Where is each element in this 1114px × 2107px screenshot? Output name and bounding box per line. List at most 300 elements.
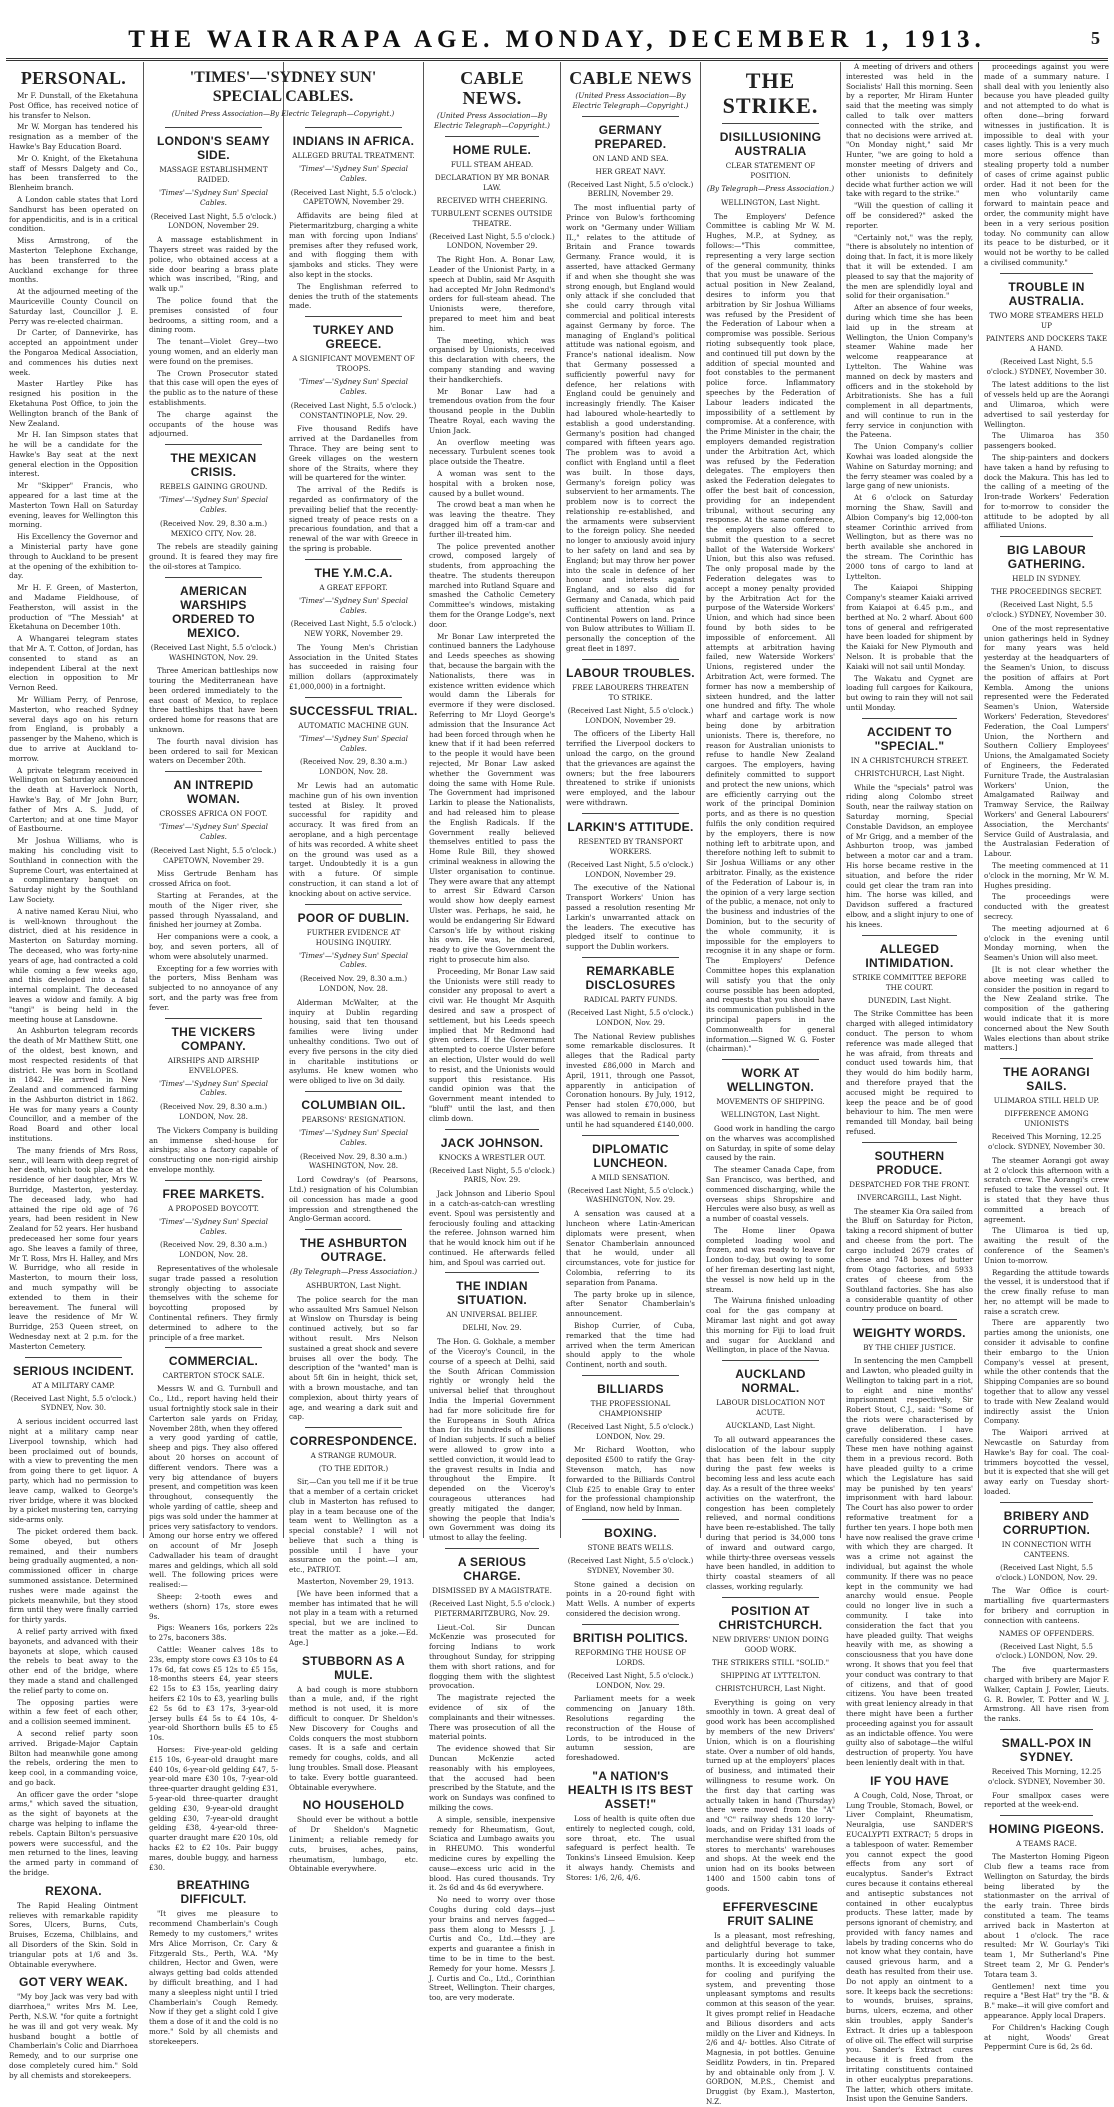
article-credit: 'Times'—'Sydney Sun' Special Cables.: [299, 733, 408, 753]
article-dateline: (Received Nov. 29, 8.30 a.m.) LONDON, Nov. 28.: [299, 757, 408, 777]
advert-text: For Children's Hacking Cough at night, Woods' Great Peppermint Cure is 6d, 2s 6d.: [984, 2022, 1109, 2052]
article-headline: SMALL-POX IN SYDNEY.: [1001, 1735, 1092, 1764]
section-heading: PERSONAL.: [20, 68, 127, 88]
article-subheading: (TO THE EDITOR.): [318, 1464, 389, 1474]
article-paragraph: An officer gave the order "slope arms," which saved the situation, as the sight of bayonets at the charge was helping to inflame the rebels. Captain Bilton's persuasive powers were successful, and the men returned to the lines, leaving the armed party in command of the bridge.: [9, 1789, 138, 1878]
article-dateline: (Received Nov. 29, 8.30 a.m.) LONDON, Nov. 28.: [159, 1102, 268, 1121]
article-dateline: (Received Last Night, 5.5 o'clock.) CONSTANTINOPLE, Nov. 29.: [290, 400, 417, 420]
article-headline: COLUMBIAN OIL.: [301, 1097, 406, 1112]
article-subheading: TURBULENT SCENES OUTSIDE THEATRE.: [431, 208, 553, 228]
article-paragraph: Messrs W. and G. Turnbull and Co., Ltd., report having held their usual fortnightly stock sale in their Carterton sale yards on Friday, November 28th, when they offered a very good yarding of cattle, sheep and pigs. They also offered about 20 horses on account of different vendors. There was a very big attendance of buyers present, and competition was keen throughout, consequently the whole yarding of cattle, sheep and pigs was sold under the hammer at prices very satisfactory to vendors. Among our horse entry we offered on account of Mr Joseph Cadwallader his team of draught mares and geldings, which all sold well. The following prices were realised:—: [149, 1384, 278, 1590]
article-headline: WORK AT WELLINGTON.: [726, 1066, 815, 1095]
article-paragraph: The Ulimaroa is tied up, awaiting the result of the conference of the Seamen's Union to-morrow.: [984, 1226, 1109, 1265]
article-subheading: RESENTED BY TRANSPORT WORKERS.: [578, 836, 683, 856]
article-credit: 'Times'—'Sydney Sun' Special Cables.: [299, 595, 408, 615]
article-headline: COMMERCIAL.: [168, 1354, 259, 1369]
article-subheading: IN A CHRISTCHURCH STREET.: [850, 755, 969, 765]
article-subheading: IN CONNECTION WITH CANTEENS.: [1001, 1539, 1092, 1559]
article-dateline: (Received Last Night, 5.5 o'clock.) SYDNEY, November 30.: [986, 356, 1107, 376]
article-dateline: (Received Last Night, 5.5 o'clock.) LONDON, Nov. 29.: [995, 1641, 1098, 1661]
article-paragraph: A massage establishment in Thayers street was raided by the police, who obtained access at a side door bearing a brass plate which was inscribed, "Ring, and walk up.": [149, 235, 278, 294]
advert-text: Is a pleasant, most refreshing, and delightful beverage to take, particularly during hot summer months. It is exceedingly valuable for cooling and purifying the system, and preventing those unpleasant symptoms and results common at this season of the year. It gives prompt relief in Headache and Bilious disorders and acts mildly on the Liver and Kidneys. In 2/6 and 4/- bottles. Also Citrate of Magnesia, in pot bottles. Genuine Seidlitz Powders, in tin. Prepared by and obtainable only from J. V. GORDON, M.P.S., Chemist and Druggist (by Exam.), Masterton, N.Z.: [706, 1930, 835, 2107]
article-subheading: MASSAGE ESTABLISHMENT RAIDED.: [159, 165, 268, 184]
article-headline: THE VICKERS COMPANY.: [171, 1024, 256, 1053]
article-dateline: CHRISTCHURCH, Last Night.: [854, 768, 965, 778]
article-dateline: WELLINGTON, Last Night.: [720, 1110, 821, 1120]
column-personal: [4, 62, 143, 2080]
article-subheading: REBELS GAINING GROUND.: [159, 482, 268, 492]
article-paragraph: The executive of the National Transport Workers' Union has passed a resolution resenting Mr Larkin's unwarranted attack on the leaders. The executive has pledged itself to continue to support the Dublin workers.: [566, 883, 695, 952]
article-paragraph: The picket ordered them back. Some obeyed, but others remained, and their numbers being gradually augmented, a non-commissioned officer in charge summoned assistance. Determined rushes were made against the pickets meanwhile, but they stood firm until they were finally carried for thirty yards.: [9, 1526, 138, 1625]
article-subheading: FREE LABOURERS THREATEN TO STRIKE.: [572, 682, 689, 702]
article-paragraph: Mr H. F. Green, of Masterton, and Madame Fieldhouse, of Featherston, will assist in the production of "The Messiah" at Eketahuna on December 10th.: [9, 583, 138, 632]
article-subheading: CROSSES AFRICA ON FOOT.: [159, 809, 268, 819]
article-subheading: STRIKE COMMITTEE BEFORE THE COURT.: [852, 972, 967, 992]
article-paragraph: Good work in handling the cargo on the wharves was accomplished on Saturday, in spite of some delay caused by the rain.: [706, 1123, 835, 1163]
article-dateline: (Received Last Night, 5.5 o'clock.) LONDON, November 29.: [567, 859, 694, 879]
advert-title: STUBBORN AS A MULE.: [301, 1653, 405, 1682]
article-headline: AN INTREPID WOMAN.: [173, 778, 254, 807]
article-dateline: (Received Last Night, 5.5 o'clock.) NEW YORK, November 29.: [290, 619, 417, 639]
article-headline: BOXING.: [604, 1526, 657, 1541]
article-paragraph: The Masterton Homing Pigeon Club flew a teams race from Wellington on Saturday, the birds being liberated by the stationmaster on the arrival of the early train. Three birds constituted a team. The teams arrived back in Masterton at about 1 o'clock. The race resulted: Mr W. Gourlay's Tiki team 1, Mr Sutherland's Pine Street team 2, Mr G. Pender's Totara team 3.: [984, 1852, 1109, 1979]
article-paragraph: Mr "Skipper" Francis, who appeared for a last time at the Masterton Town Hall on Saturday evening, leaves for Wellington this morning.: [9, 481, 138, 530]
article-headline: SERIOUS INCIDENT.: [12, 1363, 135, 1378]
article-headline: BIG LABOUR GATHERING.: [1007, 543, 1086, 572]
column-cable-news-2: [561, 62, 700, 1882]
article-headline: HOME RULE.: [452, 142, 532, 157]
article-paragraph: The most influential party of Prince von Bulow's forthcoming work on "Germany under William II.," relates to the attitude of Britain and France towards Germany. France would, it is asserted, have attacked Germany if and when she thought she was strong enough, but England would only attack if she concluded that she could carry through vital commercial and political interests against Germany by force. The managing of England's political attitude was national egoism, and France's national idealism. Now that Germany possessed a sufficiently powerful navy for defence, her relations with England could be genuinely and increasingly friendly. The Kaiser had laboured whole-heartedly to establish a good understanding. Germany's position had changed compared with fifteen years ago. The problem was to avoid a conflict with England until a fleet was built. In those days, Germany's foreign policy was subservient to her armaments. The problem now is to correct the relationship re-established, and the armaments were subservient to the foreign policy. She needed no longer to anxiously avoid injury to her safety on land and sea by England; but may throw her power into the scale in defence of her honour and interests against England, and so also did for Germany and Canada, which paid sufficient attention as a Continental Powers on land. Prince von Bulow attributes to William II. personally the conception of the great fleet in 1897.: [566, 203, 695, 654]
article-credit: 'Times'—'Sydney Sun' Special Cables.: [159, 495, 268, 514]
article-paragraph: A sensation was caused at a luncheon where Latin-American diplomats were present, when Senator Chamberlain announced that he would, under all circumstances, vote for justice for Colombia, referring to its separation from Panama.: [566, 1209, 695, 1287]
article-subheading: KNOCKS A WRESTLER OUT.: [438, 1152, 546, 1162]
article-subheading: THE PROCEEDINGS SECRET.: [991, 587, 1102, 597]
article-paragraph: A private telegram received in Wellington on Saturday announced the death at Haverlock North, Hawke's Bay, of Mr John Burr, father of Mrs A. S. Judd, of Carterton; and at one time Mayor of Eastbourne.: [9, 765, 138, 834]
article-paragraph: Mr Bonar Law interpreted the continued banners the Ladyhouse and Leeds speeches as showing that, because the bargain with the Nationalists, there was in existence written evidence which would damn the Liberals for evermore if they were disclosed. Referring to Mr Lloyd George's admission that the Insurance Act had been forced through when he knew that if it had been referred to the people it would have been rejected, Mr Bonar Law asked whether the Government was doing the same with Home Rule. The Government had imprisoned Larkin to please the Nationalists, and had released him to please the English Radicals. If the Government really believed themselves entitled to pass the Home Rule Bill, they showed criminal weakness in allowing the Ulster organisation to continue. They were aware that any attempt to arrest Sir Edward Carson would show how deeply earnest Ulster was. Perhaps, he said, he would be endangering Sir Edward Carson's life by without risking his own. He was, he declared, ready to give the Government the right to prosecute him also.: [429, 631, 555, 964]
article-paragraph: The Waipori arrived at Newcastle on Saturday from Hawke's Bay for coal. The coal-trimmers boycotted the vessel, but it is expected that she will get away early on Tuesday short-loaded.: [984, 1428, 1109, 1497]
article-credit: 'Times'—'Sydney Sun' Special Cables.: [299, 164, 408, 183]
article-paragraph: proceedings against you were made of a summary nature. I shall deal with you leniently also because you have pleaded guilty and not attempted to do what is often done—bring forward witnesses in justification. It is impossible to deal with your cases lightly. This is a very much more serious offence than stealing property told a number of cases of crime against public order. Had it not been for the men who voluntarily came forward to maintain peace and order, the community might have been in a very serious position today. No community can allow its peace to be disturbed, or it would not be worthy to be called a civilised community.": [984, 62, 1109, 267]
article-subheading: AT A MILITARY CAMP.: [32, 1380, 115, 1390]
advert-text: A bad cough is more stubborn than a mule, and, if the right method is not used, it is more difficult to conquer. Dr Sheldon's New Discovery for Coughs and Colds conquers the most stubborn cases. It is a safe and certain remedy for coughs, colds, and all lung troubles. Small dose. Pleasant to take. Every bottle guaranteed. Obtainable everywhere.: [289, 1684, 418, 1792]
article-subheading: AN UNIVERSAL BELIEF.: [446, 1310, 538, 1320]
article-paragraph: The meeting adjourned at 6 o'clock in the evening until Monday morning, when the Seamen's Union will also meet.: [984, 923, 1109, 963]
top-rule: [6, 58, 1108, 61]
article-headline: DISILLUSIONING AUSTRALIA: [719, 130, 822, 158]
article-paragraph: Mr William Perry, of Penrose, Masterton, who reached Sydney several days ago on his return from England, is probably a passenger by the Maheno, which is due to arrive at Auckland to-morrow.: [9, 695, 138, 763]
column-2: [144, 122, 283, 2046]
advert-title: NO HOUSEHOLD: [302, 1798, 405, 1813]
banner-line-1: 'TIMES'—'SYDNEY SUN': [189, 69, 377, 86]
banner-line-2: SPECIAL CABLES.: [212, 88, 354, 105]
article-paragraph: Master Hartley Pike has resigned his position in the Eketahuna Post Office, to join the Wellington branch of the Bank of New Zealand.: [9, 379, 138, 428]
article-headline: THE ASHBURTON OUTRAGE.: [299, 1236, 408, 1265]
article-paragraph: Starting at Ferandes, at the mouth of the Niger river, she passed through Nyassaland, and finished her journey at Zomba.: [149, 891, 278, 930]
article-paragraph: [We have been informed that a member has intimated that he will not play in a team with a returned special, but we are inclined to treat the matter as a joke.—Ed. Age.]: [289, 1588, 418, 1647]
article-headline: AUCKLAND NORMAL.: [735, 1367, 806, 1396]
article-dateline: Received This Morning, 12.25 o'clock. SYDNEY, November 30.: [987, 1132, 1105, 1151]
article-paragraph: Cattle: Weaner calves 18s to 23s, empty store cows £3 10s to £4 17s 6d, fat cows £5 12s to £5 15s, 18-months steers £4, year steers £2 15s to £3 15s, yearling dairy heifers £2 10s to £3, yearling bulls £2 5s 6d to £3 17s, 3-year-old Jersey bulls £4 5s to £4 10s, 4-year-old Shorthorn bulls £5 to £5 10s.: [149, 1645, 278, 1743]
article-headline: TURKEY AND GREECE.: [312, 323, 394, 352]
article-paragraph: Miss Armstrong, of the Masterton Telephone Exchange, has been transferred to the Auckland exchange for three months.: [9, 236, 138, 285]
article-subheading: PEARSONS' RESIGNATION.: [301, 1114, 406, 1124]
article-paragraph: The Ulimaroa has 350 passengers booked.: [984, 431, 1109, 451]
article-paragraph: The Hon. G. Gokhale, a member of the Viceroy's Council, in the course of a speech at Delhi, said the South African Commission rightly or wrongly held the universal belief that throughout India the Imperial Government had far more solicitude fire for the Europeans in South Africa than for its hundreds of millions of Indian subjects. If such a belief were allowed to grow into a settled conviction, it would lead to the gravest results in India and throughout the Empire. It depended on the Viceroy's courageous utterances had greatly mitigated the danger, showing the people that India's own Government was doing its utmost to allay the feeling.: [429, 1337, 555, 1543]
article-paragraph: Mr W. Morgan has tendered his resignation as a member of the Hawke's Bay Education Board.: [9, 122, 138, 151]
article-dateline: CHRISTCHURCH, Last Night.: [715, 1683, 826, 1693]
article-subheading: BY THE CHIEF JUSTICE.: [863, 1343, 956, 1353]
article-subheading: MOVEMENTS OF SHIPPING.: [716, 1097, 825, 1107]
article-subheading: A STRANGE RUMOUR.: [310, 1451, 397, 1461]
column-3: [284, 122, 423, 1874]
column-7: [841, 62, 978, 2104]
article-paragraph: Mr Joshua Williams, who is making his concluding visit to Southland in connection with the Supreme Court, was entertained at a complimentary banquet on Saturday night by the Southland Law Society.: [9, 836, 138, 904]
article-subheading: CARTERTON STOCK SALE.: [162, 1371, 265, 1381]
article-paragraph: The Vickers Company is building an immense shed-house for airships; also a factory capable of constructing one non-rigid airship envelope monthly.: [149, 1125, 278, 1174]
article-paragraph: Parliament meets for a week commencing on January 18th. Resolutions regarding the reconstruction of the House of Lords, to be introduced in the autumn session, are foreshadowed.: [566, 1694, 695, 1763]
article-credit: 'Times'—'Sydney Sun' Special Cables.: [299, 950, 408, 970]
article-subheading: FULL STEAM AHEAD.: [450, 159, 534, 169]
article-headline: BRITISH POLITICS.: [572, 1630, 689, 1645]
article-subheading: ULIMAROA STILL HELD UP.: [993, 1096, 1100, 1106]
article-dateline: (Received Last Night, 5.5 o'clock.) CAPETOWN, November 29.: [150, 845, 277, 865]
article-paragraph: The Employers' Defence Committee is cabling Mr W. M. Hughes, M.P., at Sydney, as follows:—"This committee, representing a very large section of the general community, thinks that you must be unaware of the actual position in New Zealand, desires to inform you that arbitration by Sir Joshua Williams was refused by the President of the Federation of Labour when a compromise was possible. Serious rioting subsequently took place, and continued till put down by the addition of special mounted and foot constables to the permanent police force. Inflammatory speeches by the Federation of Labour leaders indicated the impossibility of a settlement by compromise. At a conference, with the Prime Minister in the chair, the employers demanded registration under the Arbitration Act, which was refused by the Federation delegates. The employers then asked the Federation delegates to offer the best bait of concession, providing for an independent tribunal, without securing any response. At the same conference, the employers also offered to submit the question to a secret ballot of the Waterside Workers' Union, but this also was refused. The only proposal made by the Federation delegates was to accept a money penalty provided by the Arbitration Act for the purpose of the Waterside Workers' Union, and which had since been found by both sides to be impossible of enforcement. All attempts at arbitration having failed, new Waterside Workers' Unions, registered under the Arbitration Act, were formed. The former has now a membership of sixteen hundred, and the latter one hundred and fifty. The whole wharf and cartage work is now being done by arbitration unionists. There is, therefore, no reason for Australian unionists to refuse to handle New Zealand cargoes. The employers, having definitely committed to support and protect the new unions, which are efficiently carrying out the work of the principal Dominion ports, and as there is no question fulfils the only condition required by the employers, there is now nothing left to arbitrate upon, and therefore nothing left to submit to Sir Joshua Williams or any other arbitrator. Finally, as the existence of the Federation of Labour is, in the opinion of a very large section of the public, a menace, not only to the business and industries of the Dominion, but to the security of the whole community, it is impossible for the employers to recognise it in any shape or form. The Employers' Defence Committee hopes this explanation will satisfy you that the only course possible has been adopted, and requests that you should have its communication published in the principal papers in the Commonwealth for general information.—Signed W. G. Foster (chairman).": [706, 211, 835, 1054]
article-paragraph: Sheep: 2-tooth ewes and wethers (shorn) 17s, store ewes 9s.: [149, 1592, 278, 1621]
page-number: 5: [1091, 28, 1100, 48]
article-headline: AMERICAN WARSHIPS ORDERED TO MEXICO.: [172, 583, 255, 640]
article-paragraph: Three American battleships now touring the Mediterranean have been ordered immediately to the east coast of Mexico, to replace three battleships that have been ordered home for reasons that are unknown.: [149, 666, 278, 735]
article-paragraph: Five thousand Redifs have arrived at the Dardanelles from Thrace. They are being sent to Greek villages on the western shore of the Straits, where they will be quartered for the winter.: [289, 424, 418, 483]
article-headline: THE MEXICAN CRISIS.: [170, 451, 257, 480]
article-headline: GERMANY PREPARED.: [594, 122, 667, 151]
section-heading: THE STRIKE.: [722, 68, 819, 118]
article-subheading: FURTHER EVIDENCE AT HOUSING INQUIRY.: [306, 927, 401, 947]
article-dateline: ASHBURTON, Last Night.: [305, 1280, 401, 1290]
article-subheading: HER GREAT NAVY.: [595, 166, 666, 176]
article-paragraph: The Wairuna finished unloading coal for the gas company at Miramar last night and got away this morning for Fiji to load fruit and sugar for Auckland and Wellington, in place of the Navua.: [706, 1296, 835, 1355]
article-subheading: ON LAND AND SEA.: [592, 153, 669, 163]
article-paragraph: The many friends of Mrs Ross, senr., will learn with deep regret of her death, which took place at the residence of her daughter, Mrs W. Burridge, Masterton, yesterday. The deceased lady, who had attained the ripe old age of 76 years, had been resident in New Zealand for 52 years. Her husband predeceased her some four years ago. She leaves a family of three, Mr T. Ross, Mrs H. Halley, and Mrs W. Burridge, who all reside in Masterton, to mourn their loss, and much sympathy will be extended to them in their bereavement. The funeral will leave the residence of Mr W. Burridge, 253 Queen street, on Wednesday next at 2 p.m. for the Masterton Cemetery.: [9, 1145, 138, 1351]
article-headline: A SERIOUS CHARGE.: [457, 1555, 527, 1584]
article-subheading: STONE BEATS WELLS.: [587, 1543, 674, 1553]
article-paragraph: The party broke up in silence, after Senator Chamberlain's announcement.: [566, 1289, 695, 1319]
article-subheading: A SIGNIFICANT MOVEMENT OF TROOPS.: [292, 354, 415, 374]
article-headline: THE Y.M.C.A.: [314, 565, 393, 580]
article-subheading: DECLARATION BY MR BONAR LAW.: [434, 172, 550, 192]
article-dateline: AUCKLAND, Last Night.: [725, 1421, 816, 1431]
article-paragraph: Sir,—Can you tell me if it be true that a member of a certain cricket club in Masterton has refused to play in a team because one of the team went to Wellington as a special constable? I will not believe that such a thing is possible until I have your assurance on the point.—I am, etc., PATRIOT.: [289, 1477, 418, 1575]
article-credit: (United Press Association—By Electric Telegraph—Copyright.): [572, 91, 689, 110]
advert-title: BREATHING DIFFICULT.: [176, 1878, 251, 1907]
article-credit: 'Times'—'Sydney Sun' Special Cables.: [299, 377, 408, 396]
article-subheading: A GREAT EFFORT.: [319, 582, 388, 592]
article-paragraph: Alderman McWalter, at the inquiry at Dublin regarding housing, said that ten thousand families were living under unhealthy conditions. Two out of every five persons in the city died in charitable institutions or asylums. He knew women who were obliged to live on 3d daily.: [289, 997, 418, 1086]
advert-text: No need to worry over those Coughs during cold days—just your brains and nerves fagged—pass them along to Messrs J. J. Curtis and Co., Ltd.—they are experts and guarantee a finish in time to be in time to the best. Remedy for your home. Messrs J. J. Curtis and Co., Ltd., Corinthian Street, Wellington. Their charges, too, are very moderate.: [429, 1895, 555, 2003]
article-dateline: (Received Last Night, 5.5 o'clock.) WASHINGTON, Nov. 29.: [150, 642, 277, 662]
article-headline: WEIGHTY WORDS.: [853, 1326, 966, 1341]
article-paragraph: The Home liner Opawa completed loading wool and frozen, and was ready to leave for London to-day, but owing to some of her fireman deserting last night, the vessel is now held up in the stream.: [706, 1225, 835, 1294]
article-paragraph: His Excellency the Governor and a Ministerial party have gone through to Auckland to be present at the opening of the exhibition to-day.: [9, 532, 138, 581]
article-paragraph: A woman was sent to the hospital with a broken nose, caused by a bullet wound.: [429, 468, 555, 498]
article-dateline: (Received Nov. 29, 8.30 a.m.) LONDON, Nov. 28.: [159, 1240, 268, 1260]
article-paragraph: An Ashburton telegram records the death of Mr Matthew Stitt, one of the oldest, best known, and most respected residents of that district. He was born in Scotland in 1842. He arrived in New Zealand and commenced farming in the Ashburton district in 1862. He was for many years a County Councillor, and a member of the Road Board and other local institutions.: [9, 1026, 138, 1144]
article-paragraph: Mr Richard Wootton, who deposited £500 to ratify the Gray-Stevenson match, has now forwarded to the Billiards Control Club £25 to enable Gray to enter for the professional championship of England, now held by Inman.: [566, 1445, 695, 1514]
article-dateline: (Received Last Night, 5.5 o'clock.) SYDNEY, Nov. 30.: [10, 1393, 137, 1413]
article-dateline: (Received Last Night, 5.5 o'clock.) BERLIN, November 29.: [567, 179, 694, 199]
article-subheading: DIFFERENCE AMONG UNIONISTS: [1004, 1109, 1089, 1129]
article-dateline: DUNEDIN, Last Night.: [867, 995, 952, 1005]
article-paragraph: Representatives of the wholesale sugar trade passed a resolution strongly objecting to associate themselves with the scheme for boycotting proposed by Continental refiners. They firmly determined to adhere to the principle of a free market.: [149, 1263, 278, 1342]
article-subheading: NEW DRIVERS' UNION DOING GOOD WORK.: [712, 1634, 829, 1654]
article-paragraph: Masterton, November 29, 1913.: [297, 1577, 414, 1587]
article-paragraph: Lieut.-Col. Sir Duncan McKenzie was prosecuted for forcing Indians to work throughout Sunday, for stripping them with short rations, and for flogging them with the slightest provocation.: [429, 1622, 555, 1691]
article-paragraph: The crowd beat a man when he was leaving the theatre. They dragged him off a tram-car and further ill-treated him.: [429, 500, 555, 539]
article-credit: (By Telegraph—Press Association.): [289, 1267, 418, 1277]
advert-text: A Cough, Cold, Nose, Throat, or Lung Trouble, Stomach, Bowel, or Liver Complaint, Rheumatism, Neuralgia, use SANDER'S EUCALYPTI EXTRACT; 5 drops in a tablespoon of water. Remember you cannot expect the good effects from any sort of eucalyptus. Sander's Extract cures because it contains ethereal and antiseptic substances not contained in other eucalyptus products. These latter, made by persons ignorant of chemistry, and provided with fancy names and labels by trading concerns who do not know what they contain, have caused grievous harm, and a death has resulted from their use. Do not apply an ointment to a sore. It keeps back the secretions: to wounds, bruises, sprains, burns, ulcers, eczema, and other skin troubles, apply Sander's Extract. It dries up a tablespoon of olive oil. The effect will surprise you. Sander's Extract cures because it is freed from the irritating constituents contained in other eucalyptus preparations. The latter, which others imitate. Insist upon the Genuine Sanders.: [846, 1790, 973, 2104]
article-paragraph: The steamer Canada Cape, from San Francisco, was berthed, and commenced discharging, while the overseas ships Shropshire and Hercules were also busy, as well as a number of coastal vessels.: [706, 1165, 835, 1224]
advert-text: Should ever be without a bottle of Dr Sheldon's Magnetic Liniment; a reliable remedy for cuts, bruises, aches, pains, rheumatism, lumbago, etc. Obtainable everywhere.: [289, 1815, 418, 1874]
advert-text: Gentlemen! next time you require a "Best Hat" try the "B. & B." make—it will give comfort and appearance. Apply local Drapers.: [984, 1981, 1109, 2020]
article-dateline: (Received Last Night, 5.5 o'clock.) LONDON, Nov. 29.: [567, 1670, 694, 1690]
article-paragraph: Four smallpox cases were reported at the week-end.: [984, 1790, 1109, 1810]
article-paragraph: The Crown Prosecutor stated that this case will open the eyes of the public as to the nature of these establishments.: [149, 368, 278, 407]
article-paragraph: The Union Company's collier Kowhai was loaded alongside the Wahine on Saturday morning; and the ferry steamer was coaled by a large gang of new unionists.: [846, 442, 973, 491]
article-paragraph: Jack Johnson and Liberio Spoul in a catch-as-catch-can wrestling event. Spoul was persistently and ferociously fouling and attacking the referee. Johnson warned him that he would knock him out if he continued. He afterwards felled him, and Spoul was carried out.: [429, 1189, 555, 1267]
article-paragraph: The rebels are steadily gaining ground. It is feared they may fire the oil-stores at Tampico.: [149, 542, 278, 571]
advert-title: IF YOU HAVE: [870, 1773, 949, 1788]
article-credit: (By Telegraph—Press Association.): [706, 184, 835, 193]
article-paragraph: Pigs: Weaners 16s, porkers 22s to 27s, baconers 38s.: [149, 1623, 278, 1643]
article-paragraph: "Certainly not," was the reply, "there is absolutely no intention of doing that. In fact, it is more likely that it will be extended. I am pleased to say that the majority of the men are splendidly loyal and solid for their organisation.": [846, 232, 973, 301]
article-credit: 'Times'—'Sydney Sun' Special Cables.: [159, 1078, 268, 1098]
article-paragraph: At the adjourned meeting of the Mauriceville County Council on Saturday last, Councillor J. E. Perry was re-elected chairman.: [9, 287, 138, 326]
column-strike: [701, 62, 840, 2107]
article-paragraph: The War Office is court-martialling five quartermasters for bribery and corruption in connection with canteens.: [984, 1586, 1109, 1625]
article-paragraph: Regarding the attitude towards the vessel, it is understood that if the crew finally refuse to man her, no attempt will be made to raise a scratch crew.: [984, 1267, 1109, 1316]
article-headline: LONDON'S SEAMY SIDE.: [156, 134, 271, 162]
article-credit: 'Times'—'Sydney Sun' Special Cables.: [159, 822, 268, 842]
article-paragraph: A serious incident occurred last night at a military camp near Liverpool township, which had been proclaimed out of bounds, with a view to preventing the men from going there to get liquor. A party, which had no permission to leave camp, walked to George's river bridge, where it was blocked by a picket mustering ten, carrying side-arms only.: [9, 1417, 138, 1525]
article-paragraph: The meeting commenced at 11 o'clock in the morning, Mr W. M. Hughes presiding.: [984, 861, 1109, 890]
article-paragraph: The Englishman referred to denies the truth of the statements made.: [289, 281, 418, 311]
article-dateline: (Received Last Night, 5.5 o'clock.) LONDON, Nov. 29.: [567, 1421, 694, 1441]
article-dateline: (Received Last Night, 5.5 o'clock.) CAPETOWN, November 29.: [290, 187, 417, 207]
article-dateline: (Received Last Night, 5.5 o'clock.) SYDNEY, November 30.: [567, 1556, 694, 1575]
article-subheading: A MILD SENSATION.: [591, 1172, 670, 1182]
article-paragraph: At 6 o'clock on Saturday morning the Shaw, Savill and Albion Company's big 12,000-ton steamer Corinthic arrived from Wellington, but as there was no berth available she anchored in the stream. The Corinthic has 2000 tons of cargo to land at Lyttelton.: [846, 493, 973, 581]
article-paragraph: The opposing parties were within a few feet of each other, and a collision seemed imminent.: [9, 1697, 138, 1727]
article-subheading: THE PROFESSIONAL CHAMPIONSHIP: [590, 1398, 671, 1418]
article-paragraph: There are apparently two parties among the unionists, one consider it advisable to confine their embargo to the Union Company's vessel at present, while the other contends that the Shipping Companies are so bound together that to allow any vessel to trade with New Zealand would indirectly assist the Union Company.: [984, 1318, 1109, 1426]
article-paragraph: The police found that the premises consisted of four bedrooms, a sitting room, and a dining room.: [149, 295, 278, 335]
article-dateline: WELLINGTON, Last Night.: [720, 197, 821, 207]
article-subheading: THE STRIKERS STILL "SOLID.": [711, 1657, 830, 1667]
article-subheading: PAINTERS AND DOCKERS TAKE A HAND.: [985, 333, 1108, 353]
article-headline: CORRESPONDENCE.: [289, 1434, 418, 1449]
article-paragraph: Horses: Five-year-old gelding £15 10s, 6-year-old draught mare £40 10s, 6-year-old gelding £47, 5-year-old mare £30 10s, 7-year-old three-quarter draught gelding £31, 5-year-old three-quarter draught gelding £30, 9-year-old draught gelding £30, 7-year-old draught gelding £38, 4-year-old three-quarter draught mare £20 10s, old hacks £2 to £2 10s. Pair buggy mares, double buggy, and harness £30.: [149, 1745, 278, 1872]
article-headline: POSITION AT CHRISTCHURCH.: [718, 1603, 823, 1632]
article-paragraph: Mr H. Ian Simpson states that he will be a candidate for the Hawke's Bay seat at the next general election in the Opposition interest.: [9, 430, 138, 479]
article-paragraph: A meeting of drivers and others interested was held in the Socialists' Hall this morning. Seen by a reporter, Mr Hiram Hunter said that the meeting was simply called to talk over matters connected with the strike, and that no decisions were arrived at. "On Monday night," said Mr Hunter, "we are going to hold a monster meeting of drivers and other unionists to definitely decide what further action we will take with regard to the strike.": [846, 62, 973, 199]
article-paragraph: Her companions were a cook, a boy, and seven porters, all of whom were absolutely unarmed.: [149, 932, 278, 961]
article-subheading: HELD IN SYDNEY.: [1012, 574, 1081, 584]
article-dateline: (Received Nov. 29, 8.30 a.m.) MEXICO CITY, Nov. 28.: [159, 518, 268, 538]
banner-credit: (United Press Association—By Electric Telegraph—Copyright.): [171, 110, 395, 118]
advert-text: "My boy Jack was very bad with diarrhoea," writes Mrs M. Lee, Perth, N.S.W. "for quite a fortnight he was ill and got very weak. My husband bought a bottle of Chamberlain's Colic and Diarrhoea Remedy, and to our surprise one dose completely cured him." Sold by all chemists and storekeepers.: [9, 1992, 138, 2080]
article-subheading: LABOUR DISLOCATION NOT ACUTE.: [716, 1398, 825, 1418]
article-paragraph: The five quartermasters charged with bribery are Major F. Walker, Captain J. Fowler, Lieuts. G. R. Bowler, T. Potter and W. J. Armstrong. All have risen from the ranks.: [984, 1665, 1109, 1724]
article-paragraph: Miss Gertrude Benham has crossed Africa on foot.: [149, 869, 278, 889]
article-dateline: (Received Last Night, 5.5 o'clock.) PIETERMARITZBURG, Nov. 29.: [429, 1599, 555, 1618]
article-paragraph: "Will the question of calling it off be considered?" asked the reporter.: [846, 201, 973, 230]
article-headline: ALLEGED INTIMIDATION.: [865, 941, 954, 970]
advert-text: A simple, sensible, inexpensive remedy for Rheumatism, Gout, Sciatica and Lumbago awaits you in RHEUMO. This wonderful medicine cures by expelling the cause—excess uric acid in the blood. Has cured thousands. Try it. 2s 6d and 4s 6d everywhere.: [429, 1814, 555, 1893]
article-paragraph: Proceeding, Mr Bonar Law said the Unionists were still ready to consider any proposal to avert a civil war. He thought Mr Asquith desired and saw a prospect of settlement, but his Leeds speech implied that Mr Redmond had given orders. If the Government attempted to coerce Ulster before an election, Ulster would do well to resist, and the Unionists would support this resistance. His candid opinion was that the Government meant intended to "bluff" until the last, and then climb down.: [429, 966, 555, 1123]
article-headline: ACCIDENT TO "SPECIAL.": [866, 724, 953, 753]
article-headline: BRIBERY AND CORRUPTION.: [1002, 1508, 1091, 1537]
article-dateline: (Received Nov. 29, 8.30 a.m.) LONDON, Nov. 28.: [299, 974, 408, 994]
article-headline: THE INDIAN SITUATION.: [456, 1279, 528, 1308]
article-paragraph: The evidence showed that Sir Duncan McKenzie acted reasonably with his employees, that the accused had been prescribed by the Statute, and the work on Sundays was confined to milking the cows.: [429, 1744, 555, 1812]
article-paragraph: The Young Men's Christian Association in the United States has succeeded in raising four million dollars (approximately £1,000,000) in a fortnight.: [289, 642, 418, 692]
article-paragraph: Mr Bonar Law had a tremendous ovation from the four thousand people in the Dublin Theatre Royal, each waving the Union Jack.: [429, 386, 555, 435]
article-paragraph: Dr Carter, of Dannevirke, has accepted an appointment under the Pongaroa Medical Association, and commences his duties next week.: [9, 328, 138, 377]
article-dateline: (Received Last Night, 5.5 o'clock.) LONDON, November 29.: [567, 705, 694, 725]
article-paragraph: Lord Cowdray's (of Pearsons, Ltd.) resignation of his Columbian oil concession has made a good impression and strengthened the Anglo-German accord.: [289, 1175, 418, 1224]
article-dateline: Received This Morning, 12.25 o'clock. SYDNEY, November 30.: [987, 1766, 1105, 1786]
article-headline: TROUBLE IN AUSTRALIA.: [1008, 279, 1085, 308]
article-subheading: A PROPOSED BOYCOTT.: [168, 1203, 259, 1213]
article-headline: BILLIARDS: [597, 1381, 664, 1396]
article-credit: 'Times'—'Sydney Sun' Special Cables.: [159, 1216, 268, 1236]
article-paragraph: In sentencing the men Campbell and Lawton, who pleaded guilty in Wellington to taking part in a riot, to eight and nine months' imprisonment respectively, Sir Robert Stout, C.J., said: "Some of the riots were characterised by grave deliberation. I have carefully considered these cases. These men have nothing against them in a previous record. Both have pleaded guilty to a crime which the Legislature has said may be punished by ten years' imprisonment with hard labour. The Court has also power to order reformative treatment for a further ten years. I hope both men have now realised the grave crime with which they are charged. It was a crime not against the individual, but against the whole community. If there was no peace kept in the community we had anarchy would ensue. People could no longer live in such a community. I take into consideration the fact that you have pleaded guilty. That weighs heavily with me, as showing a consciousness that you have done wrong. It shows that you feel that your conduct was contrary to that of citizens, and that of good citizens. You have been treated with great leniency already in that there might have been a further proceeding against you for assault as an indictable offence. You were guilty also of sabotage—the wilful destruction of property. You have been leniently dealt with in that.: [846, 1356, 973, 1767]
article-dateline: (Received Last Night, 5.5 o'clock.) PARIS, Nov. 29.: [429, 1165, 555, 1185]
article-paragraph: The police prevented another crowd, composed largely of students, from approaching the theatre. The students thereupon marched into Rutland Square and smashed the Catholic Cemetery Committee's windows, mistaking them for the Orange Lodge's, next door.: [429, 541, 555, 629]
article-subheading: TWO MORE STEAMERS HELD UP: [989, 310, 1104, 330]
article-paragraph: The Kaiapoi Shipping Company's steamer Kaiaki arrived from Kaiapoi at 6.45 p.m., and berthed at No. 2 wharf. About 600 tons of general and refrigerated have been loaded for shipment by the Kaiaki for New Plymouth and Nelson. It is probable that the Kaiaki will not sail until Monday.: [846, 583, 973, 671]
article-headline: SUCCESSFUL TRIAL.: [289, 703, 418, 718]
article-paragraph: Mr O. Knight, of the Eketahuna staff of Messrs Dalgety and Co., has been transferred to the Blenheim branch.: [9, 153, 138, 193]
article-paragraph: While the "specials" patrol was riding along Colombo street South, near the railway station on Saturday morning, Special Constable Davidson, an employee of Mr Grigg, and a member of the Ashburton troop, was jambed between a motor car and a tram. His horse became restive in the situation, and before the rider could get clear the tram ran into him. The horse was killed, and Davidson suffered a fractured elbow, and a slight injury to one of his knees.: [846, 782, 973, 929]
article-subheading: A TEAMS RACE.: [1016, 1839, 1077, 1849]
article-paragraph: The steamer Kia Ora sailed from the Bluff on Saturday for Picton, taking a record shipment of butter and cheese from the port. The cargo included 2679 crates of cheese and 748 boxes of butter from Otago factories, and 5933 crates of cheese from the Southland factories. She has also a considerable quantity of other country produce on board.: [846, 1206, 973, 1314]
article-subheading: CLEAR STATEMENT OF POSITION.: [725, 161, 816, 180]
advert-title: GOT VERY WEAK.: [19, 1975, 128, 1990]
article-paragraph: The Right Hon. A. Bonar Law, Leader of the Unionist Party, in a speech at Dublin, said Mr Asquith had accepted Mr John Redmond's orders for full-steam ahead. The Unionists were, therefore, prepared to meet him and beat him.: [429, 255, 555, 333]
article-paragraph: The National Review publishes some remarkable disclosures. It alleges that the Radical party invested £86,000 in March and April, 1911, through one Passot, apparently in anticipation of Coronation honours. By July, 1912, Penser had stolen £70,000, but was allowed to remain in business until he had squandered £140,000.: [566, 1031, 695, 1129]
article-paragraph: The latest additions to the list of vessels held up are the Aorangi and Ulimaroa, which were advertised to sail yesterday for Wellington.: [984, 380, 1109, 429]
article-credit: 'Times'—'Sydney Sun' Special Cables.: [299, 1127, 408, 1147]
article-paragraph: A Whangarei telegram states that Mr A. T. Cotton, of Jordan, has consented to stand as an independent Liberal at the next election in opposition to Mr Vernon Reed.: [9, 634, 138, 693]
article-paragraph: A relief party arrived with fixed bayonets, and advanced with their bayonets at slope, which caused the rebels to beat away to the other end of the bridge, where they made a stand and challenged the relief party to come on.: [9, 1626, 138, 1695]
advert-title: REXONA.: [45, 1883, 102, 1898]
article-paragraph: The officers of the Liberty Hall terrified the Liverpool dockers to unload the cargo, on the ground that the grievances are against the owners; but the free labourers threatened to strike if unionists were employed, and the labour were withdrawn.: [566, 729, 695, 808]
advert-title: "A NATION'S HEALTH IS ITS BEST ASSET!": [567, 1769, 694, 1812]
article-headline: LARKIN'S ATTITUDE.: [567, 819, 694, 834]
article-subheading: RADICAL PARTY FUNDS.: [583, 994, 678, 1004]
article-headline: LABOUR TROUBLES.: [566, 665, 695, 680]
article-headline: SOUTHERN PRODUCE.: [874, 1148, 945, 1177]
article-paragraph: Excepting for a few worries with the porters, Miss Benham was subjected to no annoyance of any sort, and the party was free from fever.: [149, 963, 278, 1012]
article-paragraph: The meeting, which was organised by Unionists, received this declaration with cheers, the company standing and waving their handkerchiefs.: [429, 335, 555, 384]
article-dateline: (Received Last Night, 5.5 o'clock.) LONDON, Nov. 29.: [995, 1562, 1098, 1582]
article-paragraph: One of the most representative union gatherings held in Sydney for many years was held yesterday at the headquarters of the Seamen's Union, to discuss the position of affairs at Port Kembla. Among the unions represented were the Federated Seamen's Union, Waterside Workers' Federation, Stevedores' Federation, the Coal Lumpers' Union, the Northern and Southern Colliery Employees' Unions, the Amalgamated Society of Engineers, the Federated Furniture Trade, the Australasian Workers' Union, the Amalgamated Railway and Tramway Service, the Railway Workers' and General Labourers' Association, the Merchants' Service Guild of Australasia, and the Australasian Federation of Labour.: [984, 623, 1109, 859]
article-dateline: (Received Last Night, 5.5 o'clock.) SYDNEY, November 30.: [986, 600, 1107, 620]
article-paragraph: The arrival of the Redifs is regarded as confirmatory of the prevailing belief that the recently-signed treaty of peace rests on a precarious foundation, and that a renewal of the war with Greece in the spring is probable.: [289, 485, 418, 553]
masthead: [0, 18, 1114, 58]
special-cables-banner: [144, 62, 422, 108]
article-subheading: DESPATCHED FOR THE FRONT.: [849, 1179, 970, 1189]
article-paragraph: Stone gained a decision on points in a 20-round fight with Matt Wells. A number of experts considered the decision wrong.: [566, 1579, 695, 1619]
article-paragraph: The proceedings were conducted with the greatest secrecy.: [984, 892, 1109, 921]
advert-text: "It gives me pleasure to recommend Chamberlain's Cough Remedy to my customers," writes Mrs Alice Morrison, Cr. Cary & Fitzgerald Sts., Perth, W.A. "My children, Hector and Gwen, were always getting bad colds attended by difficult breathing, and I had many a sleepless night until I tried Chamberlain's Cough Remedy. Now if they get a slight cold I give them a dose of it and the cold is no more." Sold by all chemists and storekeepers.: [149, 1909, 278, 2046]
article-headline: REMARKABLE DISCLOSURES: [585, 963, 676, 992]
article-paragraph: Everything is going on very smoothly in town. A great deal of good work has been accomplished by members of the new Drivers' Union, which is on a flourishing state. Over a number of old hands, turned up at the employers' places of business, and intimated their willingness to resume work. On the first day that carting was actually taken in hand (Thursday) there were moved from the "A" and "C" railway sheds 120 lorry-loads, and on Friday 131 loads of merchandise were shifted from the stores to merchants' warehouses and shops. At the week end the union had on its books between 1400 and 1500 cabin tons of goods.: [706, 1697, 835, 1893]
masthead-title: THE WAIRARAPA AGE. MONDAY, DECEMBER 1, 1913.: [128, 26, 986, 53]
article-subheading: ALLEGED BRUTAL TREATMENT.: [292, 151, 415, 160]
article-paragraph: The charge against the occupants of the house was adjourned.: [149, 409, 278, 439]
column-8: [979, 62, 1114, 2052]
article-subheading: AIRSHIPS AND AIRSHIP ENVELOPES.: [167, 1055, 260, 1075]
article-dateline: DELHI, Nov. 29.: [462, 1323, 522, 1333]
section-heading: CABLE NEWS.: [460, 68, 524, 108]
article-headline: DIPLOMATIC LUNCHEON.: [592, 1141, 669, 1170]
article-headline: THE AORANGI SAILS.: [1003, 1065, 1090, 1094]
article-credit: 'Times'—'Sydney Sun' Special Cables.: [159, 188, 268, 207]
article-paragraph: A second relief party soon arrived. Brigade-Major Captain Bilton had meanwhile gone among the rebels, ordering the men to keep cool, in a commanding voice, and go back.: [9, 1728, 138, 1787]
article-paragraph: The steamer Aorangi got away at 2 o'clock this afternoon with a scratch crew. The Aorangi's crew refused to take the vessel out. It is stated that they have thus committed a breach of agreement.: [984, 1155, 1109, 1224]
article-paragraph: The Wakatu and Cygnet are loading full cargoes for Kaikoura, but owing to rain they will not sail until Monday.: [846, 673, 973, 712]
article-subheading: NAMES OF OFFENDERS.: [998, 1628, 1095, 1638]
article-subheading: REFORMING THE HOUSE OF LORDS.: [574, 1647, 687, 1667]
advert-text: Loss of health is quite often due entirely to neglected cough, cold, sore throat, etc. The usual safeguard is perfect health. Te Tonkins's Linseed Emulsion. Keep it always handy. Chemists and Stores: 1/6, 2/6, 4/6.: [566, 1814, 695, 1882]
article-credit: (United Press Association—By Electric Telegraph—Copyright.): [434, 111, 550, 130]
article-headline: FREE MARKETS.: [162, 1186, 265, 1201]
article-paragraph: Mr F. Dunstall, of the Eketahuna Post Office, has received notice of his transfer to Nelson.: [9, 91, 138, 120]
advert-title: EFFERVESCINE FRUIT SALINE: [722, 1899, 819, 1928]
article-subheading: SHIPPING AT LYTTELTON.: [720, 1670, 821, 1680]
article-dateline: (Received Last Night, 5.5 o'clock.) WASHINGTON, Nov. 29.: [567, 1185, 694, 1205]
article-dateline: (Received Last Night, 5.5 o'clock.) LONDON, November 29.: [150, 211, 277, 231]
article-subheading: RECEIVED WITH CHEERING.: [436, 195, 548, 205]
article-subheading: AUTOMATIC MACHINE GUN.: [298, 720, 409, 730]
article-headline: HOMING PIGEONS.: [988, 1822, 1105, 1837]
article-paragraph: [It is not clear whether the above meeting was called to consider the position in regard to the New Zealand strike. The composition of the gathering would indicate that it is more concerned about the New South Wales elections than about strike matters.]: [984, 964, 1109, 1053]
advert-text: The Rapid Healing Ointment relieves with remarkable rapidity Sores, Ulcers, Burns, Cuts, Bruises, Eczema, Chilblains, and all Disorders of the Skin. Sold in triangular pots at 1/6 and 3s. Obtainable everywhere.: [9, 1900, 138, 1969]
article-paragraph: The ship-painters and dockers have taken a hand by refusing to dock the Makura. This has led to the calling of a meeting of the Iron-trade Workers' Federation for to-morrow to consider the attitude to be adopted by all affiliated Unions.: [984, 452, 1109, 531]
article-dateline: (Received Nov. 29, 8.30 a.m.) WASHINGTON, Nov. 28.: [299, 1151, 408, 1171]
article-paragraph: The magistrate rejected the evidence of six of the complainants and their witnesses. There was prosecution of all the material points.: [429, 1693, 555, 1742]
article-paragraph: The tenant—Violet Grey—two young women, and an elderly man were found on the premises.: [149, 337, 278, 366]
article-dateline: INVERCARGILL, Last Night.: [857, 1192, 962, 1202]
article-headline: INDIANS IN AFRICA.: [292, 134, 415, 148]
article-paragraph: Mr Lewis had an automatic machine gun of his own invention tested at Bisley. It proved successful for rapidity and accuracy. It was fired from an aeroplane, and a high percentage of hits was recorded. A white sheet on the ground was used as a target. Undoubtedly it is a gun with a future. Of simple construction, it can stand a lot of knocking about on active service.: [289, 781, 418, 898]
article-dateline: (Received Last Night, 5.5 o'clock.) LONDON, Nov. 29.: [567, 1007, 694, 1027]
article-paragraph: A native named Kerau Niui, who is well-known throughout the district, died at his residence in Masterton on Saturday morning. The deceased, who was forty-nine years of age, had contracted a cold while coming a few weeks ago, and this developed into a fatal internal complaint. The deceased leaves a widow and family. A big "tangi" is being held in the meeting house at Lansdowne.: [9, 906, 138, 1024]
article-paragraph: Bishop Currier, of Cuba, remarked that the time had arrived when the term American should apply to the whole Continent, north and south.: [566, 1320, 695, 1370]
article-headline: POOR OF DUBLIN.: [297, 910, 410, 925]
article-dateline: (Received Last Night, 5.5 o'clock.) LONDON, November 29.: [429, 231, 555, 251]
article-subheading: DISMISSED BY A MAGISTRATE.: [432, 1586, 552, 1596]
article-paragraph: The fourth naval division has been ordered to sail for Mexican waters on December 20th.: [149, 736, 278, 766]
article-paragraph: An overflow meeting was necessary. Turbulent scenes took place outside the Theatre.: [429, 437, 555, 467]
article-paragraph: After an absence of four weeks, during which time she has been laid up in the stream at Wellington, the Union Company's steamer Wahine made her welcome reappearance at Lyttelton. The Wahine was manned on deck by masters and officers and in the stokehold by Arbitrationists. She has a full complement in all departments, and will continue to run in the ferry service in conjunction with the Pateena.: [846, 303, 973, 440]
article-paragraph: Affidavits are being filed at Pietermaritzburg, charging a white man with forcing upon Indians' premises after they refused work, and with flogging them with sjamboks and sticks. They were also kept in the stocks.: [289, 211, 418, 279]
article-paragraph: The Strike Committee has been charged with alleged intimidatory conduct. The person to whom reference was made alleged that he was afraid, from threats and conduct used towards him, that they would do him bodily harm, and therefore prayed that the accused might be required to keep the peace and be of good behaviour to him. The men were remanded till Monday, bail being refused.: [846, 1009, 973, 1136]
section-heading: CABLE NEWS: [569, 68, 692, 88]
article-paragraph: The police search for the man who assaulted Mrs Samuel Nelson at Winslow on Thursday is being continued actively, but so far without result. Mrs Nelson sustained a great shock and severe bruises all over the body. The description of the "wanted" man is about 5ft 6in in height, thick set, with a brown moustache, and tan complexion, about thirty years of age, and wearing a dark suit and cap.: [289, 1294, 418, 1422]
column-cable-news-1: [424, 62, 560, 2003]
